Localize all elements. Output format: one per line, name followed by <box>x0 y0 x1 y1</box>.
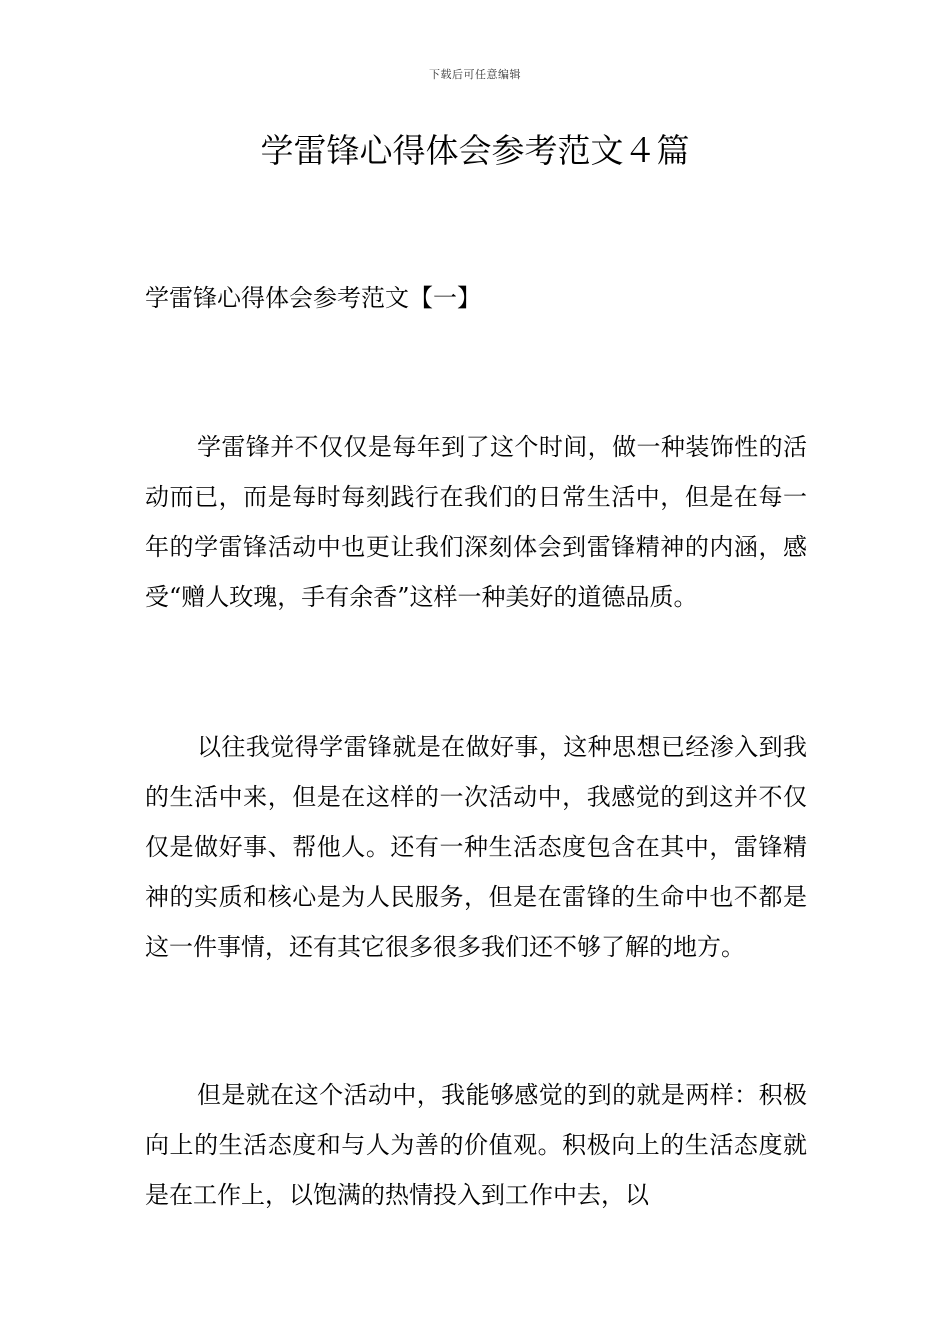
body-paragraph-1: 学雷锋并不仅仅是每年到了这个时间，做一种装饰性的活动而已，而是每时每刻践行在我们的日常生活中，但是在每一年的学雷锋活动中也更让我们深刻体会到雷锋精神的内涵，感受“赠人玫瑰，手有余香”这样一种美好的道德品质。 <box>145 433 807 611</box>
body-paragraph-3: 但是就在这个活动中，我能够感觉的到的就是两样：积极向上的生活态度和与人为善的价值观。积极向上的生活态度就是在工作上，以饱满的热情投入到工作中去，以 <box>145 1081 807 1209</box>
section-heading: 学雷锋心得体会参考范文【一】 <box>145 284 481 312</box>
document-title: 学雷锋心得体会参考范文４篇 <box>260 131 690 170</box>
body-paragraph-2: 以往我觉得学雷锋就是在做好事，这种思想已经渗入到我的生活中来，但是在这样的一次活动中，我感觉的到这并不仅仅是做好事、帮他人。还有一种生活态度包含在其中，雷锋精神的实质和核心是为人民服务，但是在雷锋的生命中也不都是这一件事情，还有其它很多很多我们还不够了解的地方。 <box>145 733 807 961</box>
header-note: 下载后可任意编辑 <box>429 68 521 81</box>
